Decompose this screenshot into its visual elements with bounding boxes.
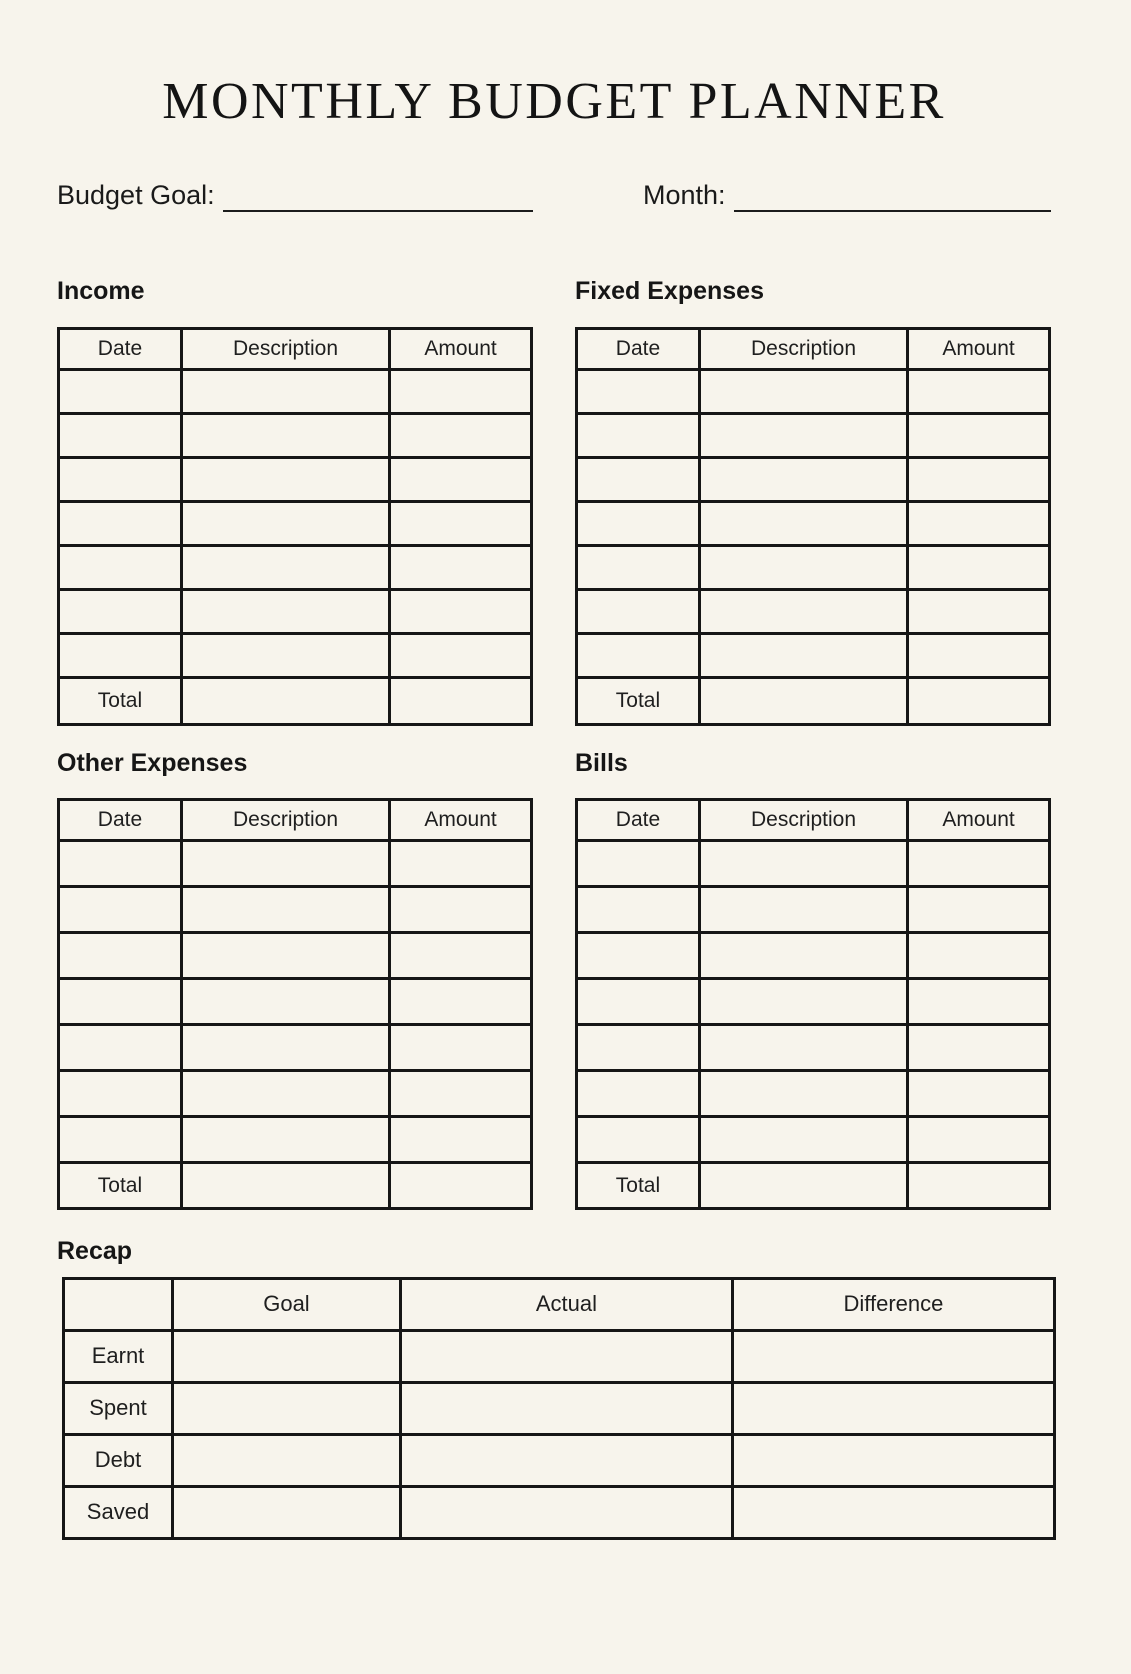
amount-cell[interactable] <box>908 545 1050 589</box>
bills-empty-row <box>577 887 1050 933</box>
page-title: MONTHLY BUDGET PLANNER <box>162 73 946 130</box>
income-col-header-description: Description <box>181 328 389 369</box>
difference-cell[interactable] <box>732 1330 1054 1382</box>
fixed-expenses-title: Fixed Expenses <box>575 277 764 306</box>
budget-goal-label: Budget Goal: <box>57 179 215 210</box>
description-cell[interactable] <box>181 369 389 413</box>
bills-empty-row <box>577 841 1050 887</box>
description-cell[interactable] <box>699 979 907 1025</box>
other-expenses-total-label: Total <box>59 1163 182 1209</box>
goal-cell[interactable] <box>173 1382 401 1434</box>
amount-cell[interactable] <box>390 933 532 979</box>
other-expenses-title: Other Expenses <box>57 748 248 777</box>
description-cell[interactable] <box>699 1071 907 1117</box>
description-cell[interactable] <box>181 979 389 1025</box>
income-total-description-cell[interactable] <box>181 677 389 724</box>
income-total-label: Total <box>59 677 182 724</box>
budget-goal-field <box>57 176 533 213</box>
amount-cell[interactable] <box>390 841 532 887</box>
amount-cell[interactable] <box>908 633 1050 677</box>
date-cell[interactable] <box>577 933 700 979</box>
fixed-expenses-section <box>575 213 1051 726</box>
amount-cell[interactable] <box>390 589 532 633</box>
description-cell[interactable] <box>181 545 389 589</box>
fixed-expenses-empty-row <box>577 457 1050 501</box>
income-title: Income <box>57 277 145 306</box>
income-empty-row <box>59 501 532 545</box>
amount-cell[interactable] <box>390 501 532 545</box>
amount-cell[interactable] <box>908 887 1050 933</box>
description-cell[interactable] <box>699 545 907 589</box>
date-cell[interactable] <box>59 589 182 633</box>
other-expenses-total-row <box>59 1163 532 1209</box>
date-cell[interactable] <box>59 1117 182 1163</box>
fixed-expenses-empty-row <box>577 633 1050 677</box>
bills-empty-row <box>577 1117 1050 1163</box>
income-empty-row <box>59 457 532 501</box>
other-expenses-col-header-description: Description <box>181 800 389 841</box>
other-expenses-col-header-amount: Amount <box>390 800 532 841</box>
date-cell[interactable] <box>577 1025 700 1071</box>
bills-col-header-description: Description <box>699 800 907 841</box>
fixed-expenses-header-row <box>577 328 1050 369</box>
description-cell[interactable] <box>699 1117 907 1163</box>
income-total-row <box>59 677 532 724</box>
other-expenses-table <box>57 798 533 1210</box>
goal-cell[interactable] <box>173 1330 401 1382</box>
amount-cell[interactable] <box>908 369 1050 413</box>
description-cell[interactable] <box>699 933 907 979</box>
recap-row-spent <box>64 1382 1055 1434</box>
recap-col-header-goal: Goal <box>173 1278 401 1330</box>
date-cell[interactable] <box>59 457 182 501</box>
description-cell[interactable] <box>699 457 907 501</box>
recap-corner-cell <box>64 1278 173 1330</box>
fixed-expenses-empty-row <box>577 545 1050 589</box>
fixed-expenses-total-description-cell[interactable] <box>699 677 907 724</box>
bills-empty-row <box>577 979 1050 1025</box>
recap-col-header-difference: Difference <box>732 1278 1054 1330</box>
other-expenses-total-amount-cell[interactable] <box>390 1163 532 1209</box>
amount-cell[interactable] <box>390 979 532 1025</box>
description-cell[interactable] <box>181 1071 389 1117</box>
amount-cell[interactable] <box>908 1117 1050 1163</box>
date-cell[interactable] <box>577 979 700 1025</box>
bills-total-description-cell[interactable] <box>699 1163 907 1209</box>
income-empty-row <box>59 545 532 589</box>
description-cell[interactable] <box>181 841 389 887</box>
amount-cell[interactable] <box>390 1025 532 1071</box>
amount-cell[interactable] <box>908 979 1050 1025</box>
fixed-expenses-col-header-date: Date <box>577 328 700 369</box>
entry-sections-grid <box>57 213 1051 1210</box>
amount-cell[interactable] <box>390 887 532 933</box>
date-cell[interactable] <box>577 633 700 677</box>
recap-title: Recap <box>57 1237 133 1266</box>
fixed-expenses-col-header-amount: Amount <box>908 328 1050 369</box>
amount-cell[interactable] <box>908 589 1050 633</box>
fixed-expenses-col-header-description: Description <box>699 328 907 369</box>
date-cell[interactable] <box>577 545 700 589</box>
bills-header-row <box>577 800 1050 841</box>
recap-row-earnt <box>64 1330 1055 1382</box>
income-empty-row <box>59 633 532 677</box>
description-cell[interactable] <box>181 457 389 501</box>
amount-cell[interactable] <box>908 501 1050 545</box>
fixed-expenses-empty-row <box>577 501 1050 545</box>
actual-cell[interactable] <box>400 1486 732 1538</box>
budget-planner-page <box>0 74 1131 1540</box>
description-cell[interactable] <box>699 841 907 887</box>
income-empty-row <box>59 369 532 413</box>
amount-cell[interactable] <box>390 545 532 589</box>
income-empty-row <box>59 589 532 633</box>
bills-col-header-date: Date <box>577 800 700 841</box>
actual-cell[interactable] <box>400 1434 732 1486</box>
bills-total-label: Total <box>577 1163 700 1209</box>
recap-row-label-spent: Spent <box>64 1382 173 1434</box>
description-cell[interactable] <box>699 501 907 545</box>
income-section <box>57 213 533 726</box>
description-cell[interactable] <box>181 1117 389 1163</box>
description-cell[interactable] <box>181 501 389 545</box>
date-cell[interactable] <box>59 979 182 1025</box>
bills-section <box>575 726 1051 1211</box>
recap-row-label-debt: Debt <box>64 1434 173 1486</box>
fixed-expenses-total-row <box>577 677 1050 724</box>
description-cell[interactable] <box>181 589 389 633</box>
fixed-expenses-empty-row <box>577 413 1050 457</box>
fixed-expenses-total-label: Total <box>577 677 700 724</box>
amount-cell[interactable] <box>390 457 532 501</box>
recap-row-saved <box>64 1486 1055 1538</box>
amount-cell[interactable] <box>908 933 1050 979</box>
month-label: Month: <box>643 179 726 210</box>
description-cell[interactable] <box>181 1025 389 1071</box>
amount-cell[interactable] <box>390 633 532 677</box>
description-cell[interactable] <box>181 413 389 457</box>
fixed-expenses-empty-row <box>577 589 1050 633</box>
income-empty-row <box>59 413 532 457</box>
description-cell[interactable] <box>699 887 907 933</box>
recap-section <box>57 1235 1051 1540</box>
amount-cell[interactable] <box>908 413 1050 457</box>
income-total-amount-cell[interactable] <box>390 677 532 724</box>
date-cell[interactable] <box>577 841 700 887</box>
description-cell[interactable] <box>699 369 907 413</box>
other-expenses-header-row <box>59 800 532 841</box>
recap-row-label-earnt: Earnt <box>64 1330 173 1382</box>
recap-row-debt <box>64 1434 1055 1486</box>
other-expenses-section <box>57 726 533 1211</box>
recap-header-row <box>64 1278 1055 1330</box>
actual-cell[interactable] <box>400 1382 732 1434</box>
description-cell[interactable] <box>181 633 389 677</box>
other-expenses-empty-row <box>59 979 532 1025</box>
description-cell[interactable] <box>699 589 907 633</box>
income-table <box>57 327 533 726</box>
amount-cell[interactable] <box>908 457 1050 501</box>
fixed-expenses-table <box>575 327 1051 726</box>
fixed-expenses-empty-row <box>577 369 1050 413</box>
description-cell[interactable] <box>181 933 389 979</box>
actual-cell[interactable] <box>400 1330 732 1382</box>
date-cell[interactable] <box>59 545 182 589</box>
goal-cell[interactable] <box>173 1486 401 1538</box>
description-cell[interactable] <box>699 413 907 457</box>
date-cell[interactable] <box>59 887 182 933</box>
date-cell[interactable] <box>577 457 700 501</box>
income-col-header-amount: Amount <box>390 328 532 369</box>
bills-empty-row <box>577 1025 1050 1071</box>
bills-col-header-amount: Amount <box>908 800 1050 841</box>
other-expenses-col-header-date: Date <box>59 800 182 841</box>
amount-cell[interactable] <box>390 413 532 457</box>
date-cell[interactable] <box>59 413 182 457</box>
income-col-header-date: Date <box>59 328 182 369</box>
date-cell[interactable] <box>59 501 182 545</box>
description-cell[interactable] <box>181 887 389 933</box>
amount-cell[interactable] <box>908 1071 1050 1117</box>
difference-cell[interactable] <box>732 1486 1054 1538</box>
amount-cell[interactable] <box>390 369 532 413</box>
amount-cell[interactable] <box>390 1117 532 1163</box>
bills-total-amount-cell[interactable] <box>908 1163 1050 1209</box>
bills-table <box>575 798 1051 1210</box>
amount-cell[interactable] <box>908 1025 1050 1071</box>
other-expenses-empty-row <box>59 887 532 933</box>
goal-cell[interactable] <box>173 1434 401 1486</box>
date-cell[interactable] <box>577 413 700 457</box>
date-cell[interactable] <box>59 633 182 677</box>
date-cell[interactable] <box>59 1071 182 1117</box>
other-expenses-empty-row <box>59 1117 532 1163</box>
date-cell[interactable] <box>59 933 182 979</box>
other-expenses-empty-row <box>59 841 532 887</box>
date-cell[interactable] <box>577 501 700 545</box>
recap-row-label-saved: Saved <box>64 1486 173 1538</box>
bills-total-row <box>577 1163 1050 1209</box>
amount-cell[interactable] <box>908 841 1050 887</box>
description-cell[interactable] <box>699 633 907 677</box>
bills-title: Bills <box>575 748 628 777</box>
date-cell[interactable] <box>577 887 700 933</box>
date-cell[interactable] <box>59 369 182 413</box>
bills-empty-row <box>577 1071 1050 1117</box>
date-cell[interactable] <box>59 1025 182 1071</box>
month-input-line[interactable] <box>734 176 1051 212</box>
date-cell[interactable] <box>577 1117 700 1163</box>
other-expenses-total-description-cell[interactable] <box>181 1163 389 1209</box>
header-fields <box>57 176 1051 213</box>
recap-col-header-actual: Actual <box>400 1278 732 1330</box>
bills-empty-row <box>577 933 1050 979</box>
description-cell[interactable] <box>699 1025 907 1071</box>
budget-goal-input-line[interactable] <box>223 176 533 212</box>
difference-cell[interactable] <box>732 1382 1054 1434</box>
fixed-expenses-total-amount-cell[interactable] <box>908 677 1050 724</box>
date-cell[interactable] <box>59 841 182 887</box>
recap-table <box>62 1277 1056 1540</box>
other-expenses-empty-row <box>59 1071 532 1117</box>
other-expenses-empty-row <box>59 1025 532 1071</box>
amount-cell[interactable] <box>390 1071 532 1117</box>
income-header-row <box>59 328 532 369</box>
month-field <box>643 176 1051 213</box>
date-cell[interactable] <box>577 1071 700 1117</box>
date-cell[interactable] <box>577 589 700 633</box>
difference-cell[interactable] <box>732 1434 1054 1486</box>
date-cell[interactable] <box>577 369 700 413</box>
other-expenses-empty-row <box>59 933 532 979</box>
